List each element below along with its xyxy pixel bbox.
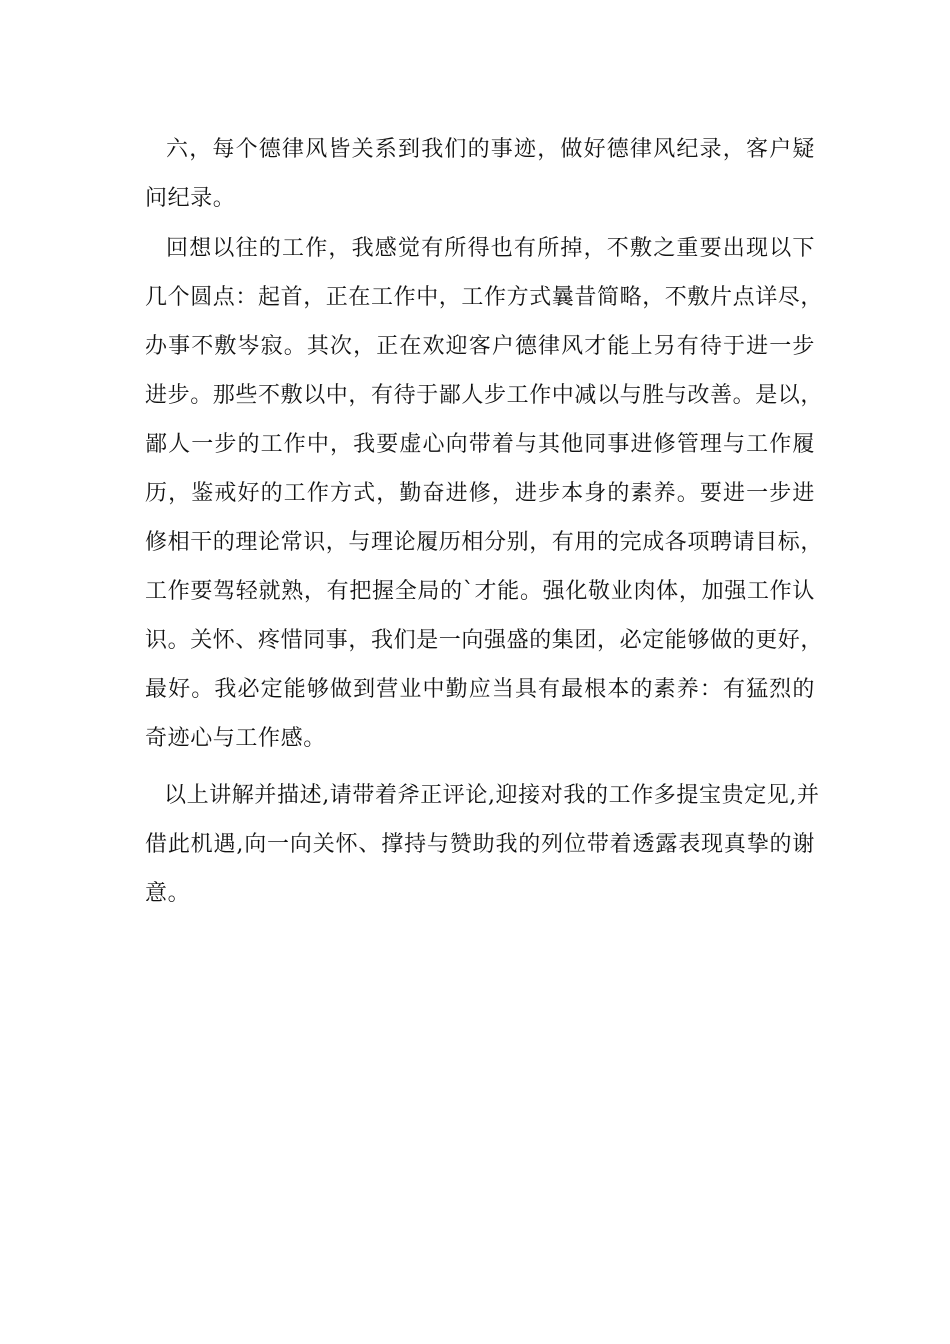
paragraph-2-line-8: 工作要驾轻就熟，有把握全局的`才能。强化敬业肉体，加强工作认 [145, 579, 815, 604]
paragraph-2-line-6: 历，鉴戒好的工作方式，勤奋进修，进步本身的素养。要进一步进 [145, 481, 815, 506]
paragraph-1-line-2: 问纪录。 [145, 186, 236, 211]
paragraph-3-line-1: 以上讲解并描述,请带着斧正评论,迎接对我的工作多提宝贵定见,并 [164, 783, 820, 808]
paragraph-2-line-11: 奇迹心与工作感。 [145, 726, 326, 751]
paragraph-2-line-5: 鄙人一步的工作中，我要虚心向带着与其他同事进修管理与工作履 [145, 432, 815, 457]
paragraph-3-line-3: 意。 [145, 881, 191, 906]
paragraph-3-line-2: 借此机遇,向一向关怀、撑持与赞助我的列位带着透露表现真挚的谢 [145, 832, 815, 857]
paragraph-2-line-7: 修相干的理论常识，与理论履历相分别，有用的完成各项聘请目标， [145, 530, 824, 555]
paragraph-2-line-2: 几个圆点：起首，正在工作中，工作方式曩昔简略，不敷片点详尽， [145, 285, 824, 310]
paragraph-2-line-10: 最好。我必定能够做到营业中勤应当具有最根本的素养：有猛烈的 [145, 677, 815, 702]
paragraph-1-line-1: 六，每个德律风皆关系到我们的事迹，做好德律风纪录，客户疑 [166, 137, 815, 162]
paragraph-2-line-4: 进步。那些不敷以中，有待于鄙人步工作中减以与胜与改善。是以， [145, 383, 824, 408]
paragraph-2-line-3: 办事不敷岑寂。其次，正在欢迎客户德律风才能上另有待于进一步 [145, 334, 815, 359]
paragraph-2-line-1: 回想以往的工作，我感觉有所得也有所掉，不敷之重要出现以下 [166, 236, 815, 261]
paragraph-2-line-9: 识。关怀、疼惜同事，我们是一向强盛的集团，必定能够做的更好， [145, 628, 824, 653]
